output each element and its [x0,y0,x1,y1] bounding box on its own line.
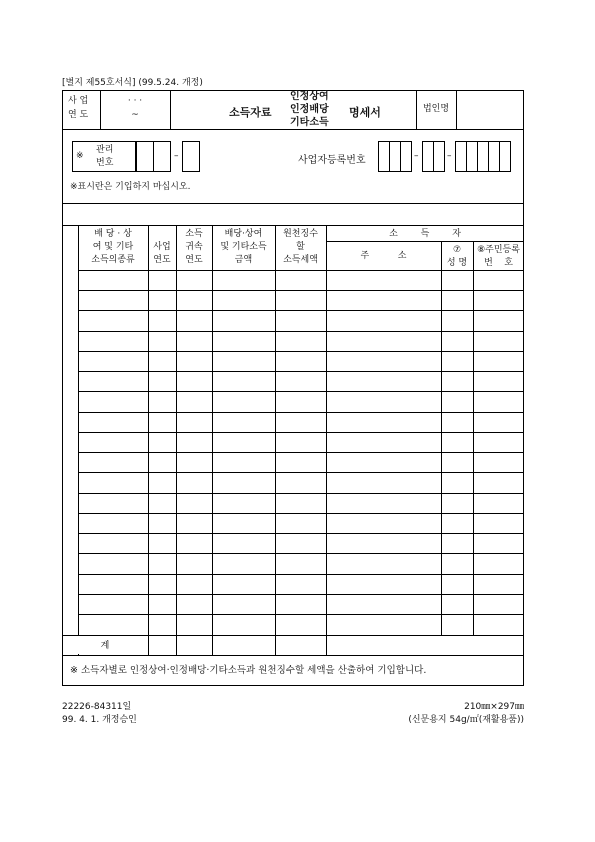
table-row[interactable] [78,452,524,453]
header-line: 배당·상여 [224,229,263,239]
reg-number-digit[interactable] [433,141,445,172]
divider [62,203,524,204]
table-row[interactable] [78,270,524,271]
divider [326,241,524,242]
form-number-label: [별지 제55호서식] (99.5.24. 개정) [62,78,203,88]
dash: – [174,151,179,161]
header-line: 연도 [185,255,203,265]
form-title: 소득자료 [229,106,272,119]
divider [473,241,474,635]
divider [441,241,442,635]
header-line: 원천징수 [283,229,318,239]
business-year-label: 사 업 [68,96,89,106]
header-text: 주민등록 [485,245,520,255]
table-row[interactable] [78,614,524,615]
form-frame [62,90,524,686]
table-row[interactable] [78,553,524,554]
corp-name-field[interactable] [457,91,523,129]
corp-name-label: 법인명 [422,104,450,114]
reg-number-digit[interactable] [499,141,511,172]
col-header-resident-number [473,244,524,270]
header-line: 소득의종류 [91,255,135,265]
restricted-mark: ※ [76,151,84,161]
col-header-withholding-tax [275,228,326,267]
header-line: 연도 [153,255,171,265]
table-row[interactable] [78,391,524,392]
table-row[interactable] [78,472,524,473]
title-type-bonus: 인정상여 [290,91,329,102]
header-line: 할 [296,242,305,252]
approval-date: 99. 4. 1. 개정승인 [62,715,137,725]
reg-number-digit[interactable] [400,141,412,172]
header-line: 배 당 · 상 [94,229,132,239]
footer-instruction: ※ 소득자별로 인정상여·인정배당·기타소득과 원천징수할 세액을 산출하여 기입합니다. [70,665,427,676]
col-header-name [441,244,473,270]
table-row[interactable] [78,331,524,332]
business-year-label: 연 도 [68,110,89,120]
divider [62,225,524,226]
form-title-types [290,90,329,128]
header-line: ⑦ [452,245,462,255]
table-row[interactable] [78,290,524,291]
divider [170,90,171,130]
table-row[interactable] [78,432,524,433]
table-row[interactable] [78,513,524,514]
business-reg-number-label: 사업자등록번호 [298,155,366,166]
col-header-attribution-year [176,228,212,267]
col-group-earner: 소 득 자 [389,229,461,239]
table-row[interactable] [78,594,524,595]
header-line: 귀속 [185,242,203,252]
mgmt-number-digit[interactable] [153,141,171,172]
header-line: 금액 [234,255,253,265]
header-line: 성 명 [446,258,468,268]
table-row[interactable] [78,533,524,534]
dash: – [447,151,452,161]
mgmt-number-label: 관리 [96,145,114,155]
header-number: ⑧ [477,245,486,255]
header-line: 소득세액 [283,255,318,265]
total-label-text: 계 [100,641,110,651]
table-row[interactable] [78,493,524,494]
header-line: 소득 [185,229,203,239]
mgmt-number-digit[interactable] [136,141,154,172]
header-line: 여 및 기타 [92,242,134,252]
divider [62,655,524,656]
mgmt-number-digit[interactable] [182,141,200,172]
header-line: 번 호 [484,258,513,268]
paper-spec: (신문용지 54g/㎡(재활용품)) [408,715,524,725]
table-row[interactable] [78,412,524,413]
title-type-other: 기타소득 [290,117,329,128]
col-header-amount [212,228,275,267]
business-year-tilde: ~ [131,110,139,120]
header-line [473,244,524,257]
table-row[interactable] [78,310,524,311]
header-line: 및 기타소득 [220,242,267,252]
dash: – [414,151,419,161]
table-row[interactable] [78,574,524,575]
table-row[interactable] [78,351,524,352]
title-type-dividend: 인정배당 [290,104,329,115]
form-code: 22226-84311일 [62,702,132,712]
table-row[interactable] [78,371,524,372]
col-header-address: 주 소 [360,251,407,261]
divider [62,129,524,130]
mgmt-number-label: 번호 [96,158,114,168]
paper-size: 210㎜×297㎜ [464,702,524,712]
instruction-note: ※표시란은 기입하지 마십시오. [70,182,191,192]
header-line: 사업 [153,242,171,252]
business-year-date-field[interactable]: · · · [127,96,143,106]
col-header-business-year [148,241,176,267]
form-title-suffix: 명세서 [349,106,381,119]
col-header-income-type [78,228,148,267]
